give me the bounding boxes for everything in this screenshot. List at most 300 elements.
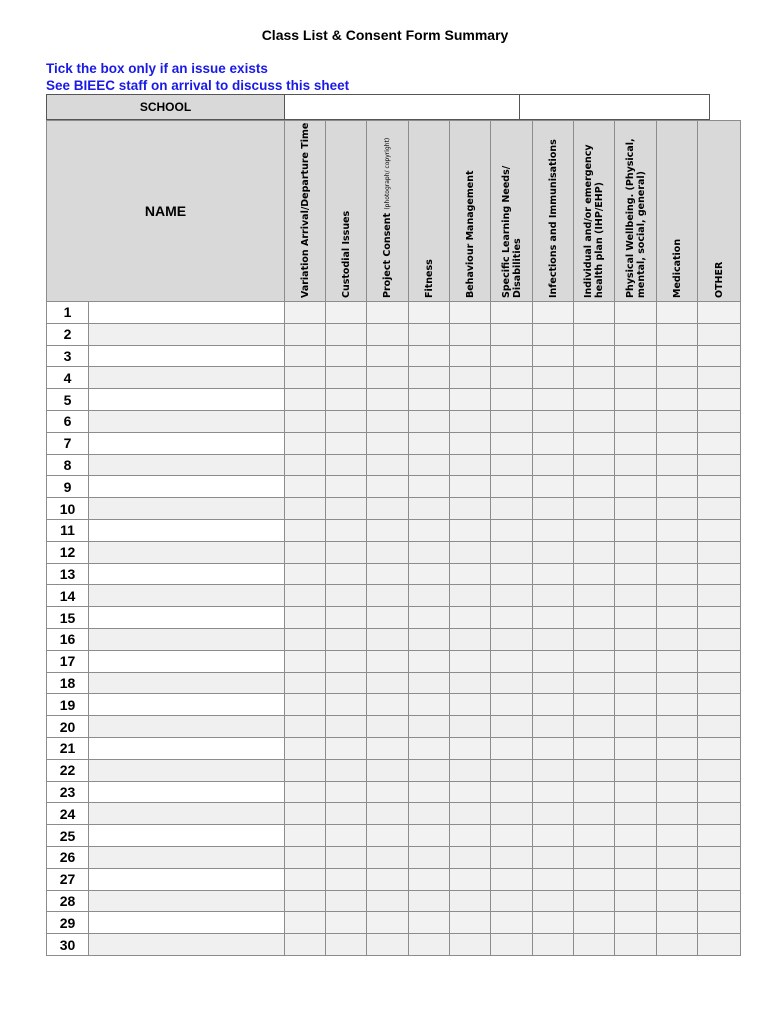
issue-checkbox-cell[interactable]	[450, 367, 491, 389]
issue-checkbox-cell[interactable]	[450, 759, 491, 781]
issue-checkbox-cell[interactable]	[533, 432, 574, 454]
issue-checkbox-cell[interactable]	[409, 367, 450, 389]
issue-checkbox-cell[interactable]	[615, 781, 657, 803]
issue-checkbox-cell[interactable]	[615, 934, 657, 956]
issue-checkbox-cell[interactable]	[409, 846, 450, 868]
issue-checkbox-cell[interactable]	[657, 825, 698, 847]
issue-checkbox-cell[interactable]	[574, 476, 615, 498]
issue-checkbox-cell[interactable]	[450, 410, 491, 432]
issue-checkbox-cell[interactable]	[285, 716, 326, 738]
issue-checkbox-cell[interactable]	[698, 803, 741, 825]
issue-checkbox-cell[interactable]	[615, 476, 657, 498]
student-name-field[interactable]	[89, 912, 285, 934]
student-name-field[interactable]	[89, 432, 285, 454]
issue-checkbox-cell[interactable]	[491, 410, 533, 432]
student-name-field[interactable]	[89, 519, 285, 541]
issue-checkbox-cell[interactable]	[491, 781, 533, 803]
issue-checkbox-cell[interactable]	[657, 541, 698, 563]
student-name-field[interactable]	[89, 410, 285, 432]
issue-checkbox-cell[interactable]	[698, 716, 741, 738]
issue-checkbox-cell[interactable]	[326, 498, 367, 520]
issue-checkbox-cell[interactable]	[285, 454, 326, 476]
issue-checkbox-cell[interactable]	[367, 585, 409, 607]
issue-checkbox-cell[interactable]	[698, 890, 741, 912]
issue-checkbox-cell[interactable]	[450, 432, 491, 454]
issue-checkbox-cell[interactable]	[285, 607, 326, 629]
issue-checkbox-cell[interactable]	[450, 519, 491, 541]
issue-checkbox-cell[interactable]	[615, 672, 657, 694]
issue-checkbox-cell[interactable]	[491, 803, 533, 825]
issue-checkbox-cell[interactable]	[326, 803, 367, 825]
student-name-field[interactable]	[89, 302, 285, 324]
issue-checkbox-cell[interactable]	[450, 890, 491, 912]
student-name-field[interactable]	[89, 694, 285, 716]
issue-checkbox-cell[interactable]	[698, 345, 741, 367]
issue-checkbox-cell[interactable]	[326, 781, 367, 803]
issue-checkbox-cell[interactable]	[450, 803, 491, 825]
issue-checkbox-cell[interactable]	[367, 803, 409, 825]
issue-checkbox-cell[interactable]	[491, 650, 533, 672]
student-name-field[interactable]	[89, 759, 285, 781]
issue-checkbox-cell[interactable]	[615, 498, 657, 520]
student-name-field[interactable]	[89, 345, 285, 367]
issue-checkbox-cell[interactable]	[533, 781, 574, 803]
issue-checkbox-cell[interactable]	[491, 716, 533, 738]
issue-checkbox-cell[interactable]	[409, 672, 450, 694]
issue-checkbox-cell[interactable]	[285, 846, 326, 868]
issue-checkbox-cell[interactable]	[491, 628, 533, 650]
issue-checkbox-cell[interactable]	[533, 323, 574, 345]
issue-checkbox-cell[interactable]	[574, 628, 615, 650]
issue-checkbox-cell[interactable]	[533, 846, 574, 868]
issue-checkbox-cell[interactable]	[409, 759, 450, 781]
issue-checkbox-cell[interactable]	[657, 650, 698, 672]
issue-checkbox-cell[interactable]	[533, 389, 574, 411]
issue-checkbox-cell[interactable]	[491, 302, 533, 324]
issue-checkbox-cell[interactable]	[657, 498, 698, 520]
issue-checkbox-cell[interactable]	[285, 302, 326, 324]
issue-checkbox-cell[interactable]	[450, 737, 491, 759]
issue-checkbox-cell[interactable]	[285, 825, 326, 847]
issue-checkbox-cell[interactable]	[574, 563, 615, 585]
issue-checkbox-cell[interactable]	[533, 345, 574, 367]
issue-checkbox-cell[interactable]	[657, 323, 698, 345]
issue-checkbox-cell[interactable]	[574, 694, 615, 716]
issue-checkbox-cell[interactable]	[574, 345, 615, 367]
issue-checkbox-cell[interactable]	[367, 367, 409, 389]
issue-checkbox-cell[interactable]	[409, 454, 450, 476]
issue-checkbox-cell[interactable]	[367, 716, 409, 738]
issue-checkbox-cell[interactable]	[533, 563, 574, 585]
issue-checkbox-cell[interactable]	[450, 650, 491, 672]
issue-checkbox-cell[interactable]	[657, 694, 698, 716]
issue-checkbox-cell[interactable]	[574, 868, 615, 890]
issue-checkbox-cell[interactable]	[698, 367, 741, 389]
issue-checkbox-cell[interactable]	[326, 367, 367, 389]
issue-checkbox-cell[interactable]	[533, 890, 574, 912]
issue-checkbox-cell[interactable]	[698, 650, 741, 672]
issue-checkbox-cell[interactable]	[698, 302, 741, 324]
issue-checkbox-cell[interactable]	[326, 846, 367, 868]
issue-checkbox-cell[interactable]	[533, 628, 574, 650]
issue-checkbox-cell[interactable]	[533, 934, 574, 956]
issue-checkbox-cell[interactable]	[326, 672, 367, 694]
issue-checkbox-cell[interactable]	[409, 868, 450, 890]
issue-checkbox-cell[interactable]	[450, 846, 491, 868]
issue-checkbox-cell[interactable]	[657, 302, 698, 324]
issue-checkbox-cell[interactable]	[698, 825, 741, 847]
issue-checkbox-cell[interactable]	[615, 759, 657, 781]
issue-checkbox-cell[interactable]	[574, 912, 615, 934]
issue-checkbox-cell[interactable]	[450, 345, 491, 367]
issue-checkbox-cell[interactable]	[698, 846, 741, 868]
issue-checkbox-cell[interactable]	[285, 389, 326, 411]
issue-checkbox-cell[interactable]	[367, 672, 409, 694]
issue-checkbox-cell[interactable]	[657, 737, 698, 759]
issue-checkbox-cell[interactable]	[574, 607, 615, 629]
issue-checkbox-cell[interactable]	[491, 476, 533, 498]
issue-checkbox-cell[interactable]	[450, 323, 491, 345]
issue-checkbox-cell[interactable]	[615, 302, 657, 324]
issue-checkbox-cell[interactable]	[574, 519, 615, 541]
issue-checkbox-cell[interactable]	[533, 650, 574, 672]
issue-checkbox-cell[interactable]	[615, 694, 657, 716]
issue-checkbox-cell[interactable]	[285, 432, 326, 454]
issue-checkbox-cell[interactable]	[574, 890, 615, 912]
issue-checkbox-cell[interactable]	[533, 803, 574, 825]
issue-checkbox-cell[interactable]	[367, 389, 409, 411]
issue-checkbox-cell[interactable]	[698, 563, 741, 585]
issue-checkbox-cell[interactable]	[574, 410, 615, 432]
issue-checkbox-cell[interactable]	[367, 563, 409, 585]
issue-checkbox-cell[interactable]	[657, 716, 698, 738]
issue-checkbox-cell[interactable]	[657, 563, 698, 585]
issue-checkbox-cell[interactable]	[698, 454, 741, 476]
issue-checkbox-cell[interactable]	[367, 890, 409, 912]
issue-checkbox-cell[interactable]	[574, 716, 615, 738]
issue-checkbox-cell[interactable]	[615, 890, 657, 912]
issue-checkbox-cell[interactable]	[615, 367, 657, 389]
issue-checkbox-cell[interactable]	[326, 759, 367, 781]
issue-checkbox-cell[interactable]	[326, 410, 367, 432]
issue-checkbox-cell[interactable]	[367, 541, 409, 563]
issue-checkbox-cell[interactable]	[698, 541, 741, 563]
issue-checkbox-cell[interactable]	[574, 759, 615, 781]
issue-checkbox-cell[interactable]	[326, 585, 367, 607]
issue-checkbox-cell[interactable]	[491, 454, 533, 476]
issue-checkbox-cell[interactable]	[409, 410, 450, 432]
issue-checkbox-cell[interactable]	[491, 323, 533, 345]
issue-checkbox-cell[interactable]	[326, 825, 367, 847]
issue-checkbox-cell[interactable]	[326, 694, 367, 716]
issue-checkbox-cell[interactable]	[450, 389, 491, 411]
issue-checkbox-cell[interactable]	[409, 607, 450, 629]
issue-checkbox-cell[interactable]	[533, 410, 574, 432]
issue-checkbox-cell[interactable]	[285, 694, 326, 716]
issue-checkbox-cell[interactable]	[285, 323, 326, 345]
issue-checkbox-cell[interactable]	[326, 934, 367, 956]
issue-checkbox-cell[interactable]	[657, 476, 698, 498]
issue-checkbox-cell[interactable]	[657, 454, 698, 476]
issue-checkbox-cell[interactable]	[657, 868, 698, 890]
issue-checkbox-cell[interactable]	[698, 607, 741, 629]
issue-checkbox-cell[interactable]	[615, 650, 657, 672]
issue-checkbox-cell[interactable]	[326, 454, 367, 476]
issue-checkbox-cell[interactable]	[615, 607, 657, 629]
issue-checkbox-cell[interactable]	[615, 868, 657, 890]
issue-checkbox-cell[interactable]	[533, 498, 574, 520]
issue-checkbox-cell[interactable]	[533, 716, 574, 738]
issue-checkbox-cell[interactable]	[285, 345, 326, 367]
issue-checkbox-cell[interactable]	[533, 541, 574, 563]
issue-checkbox-cell[interactable]	[574, 825, 615, 847]
issue-checkbox-cell[interactable]	[326, 519, 367, 541]
issue-checkbox-cell[interactable]	[285, 803, 326, 825]
issue-checkbox-cell[interactable]	[450, 694, 491, 716]
student-name-field[interactable]	[89, 934, 285, 956]
issue-checkbox-cell[interactable]	[367, 759, 409, 781]
issue-checkbox-cell[interactable]	[698, 759, 741, 781]
issue-checkbox-cell[interactable]	[409, 345, 450, 367]
issue-checkbox-cell[interactable]	[367, 519, 409, 541]
issue-checkbox-cell[interactable]	[698, 694, 741, 716]
issue-checkbox-cell[interactable]	[615, 912, 657, 934]
issue-checkbox-cell[interactable]	[326, 541, 367, 563]
issue-checkbox-cell[interactable]	[698, 628, 741, 650]
issue-checkbox-cell[interactable]	[698, 498, 741, 520]
issue-checkbox-cell[interactable]	[285, 781, 326, 803]
issue-checkbox-cell[interactable]	[698, 868, 741, 890]
issue-checkbox-cell[interactable]	[615, 803, 657, 825]
issue-checkbox-cell[interactable]	[450, 498, 491, 520]
issue-checkbox-cell[interactable]	[409, 737, 450, 759]
student-name-field[interactable]	[89, 781, 285, 803]
issue-checkbox-cell[interactable]	[574, 323, 615, 345]
issue-checkbox-cell[interactable]	[491, 934, 533, 956]
issue-checkbox-cell[interactable]	[574, 934, 615, 956]
issue-checkbox-cell[interactable]	[491, 607, 533, 629]
issue-checkbox-cell[interactable]	[698, 781, 741, 803]
issue-checkbox-cell[interactable]	[409, 934, 450, 956]
issue-checkbox-cell[interactable]	[326, 476, 367, 498]
issue-checkbox-cell[interactable]	[491, 367, 533, 389]
issue-checkbox-cell[interactable]	[450, 672, 491, 694]
issue-checkbox-cell[interactable]	[326, 607, 367, 629]
issue-checkbox-cell[interactable]	[367, 498, 409, 520]
issue-checkbox-cell[interactable]	[491, 737, 533, 759]
issue-checkbox-cell[interactable]	[615, 628, 657, 650]
student-name-field[interactable]	[89, 716, 285, 738]
student-name-field[interactable]	[89, 541, 285, 563]
issue-checkbox-cell[interactable]	[698, 432, 741, 454]
issue-checkbox-cell[interactable]	[533, 302, 574, 324]
issue-checkbox-cell[interactable]	[326, 432, 367, 454]
issue-checkbox-cell[interactable]	[574, 672, 615, 694]
issue-checkbox-cell[interactable]	[698, 323, 741, 345]
issue-checkbox-cell[interactable]	[450, 585, 491, 607]
student-name-field[interactable]	[89, 825, 285, 847]
issue-checkbox-cell[interactable]	[367, 694, 409, 716]
issue-checkbox-cell[interactable]	[409, 803, 450, 825]
issue-checkbox-cell[interactable]	[574, 498, 615, 520]
issue-checkbox-cell[interactable]	[367, 454, 409, 476]
issue-checkbox-cell[interactable]	[491, 759, 533, 781]
issue-checkbox-cell[interactable]	[285, 934, 326, 956]
issue-checkbox-cell[interactable]	[409, 912, 450, 934]
student-name-field[interactable]	[89, 628, 285, 650]
issue-checkbox-cell[interactable]	[657, 781, 698, 803]
student-name-field[interactable]	[89, 737, 285, 759]
issue-checkbox-cell[interactable]	[409, 628, 450, 650]
issue-checkbox-cell[interactable]	[491, 519, 533, 541]
issue-checkbox-cell[interactable]	[533, 607, 574, 629]
school-field[interactable]	[284, 94, 520, 120]
issue-checkbox-cell[interactable]	[657, 934, 698, 956]
student-name-field[interactable]	[89, 498, 285, 520]
student-name-field[interactable]	[89, 585, 285, 607]
issue-checkbox-cell[interactable]	[450, 302, 491, 324]
issue-checkbox-cell[interactable]	[491, 672, 533, 694]
issue-checkbox-cell[interactable]	[574, 367, 615, 389]
issue-checkbox-cell[interactable]	[698, 410, 741, 432]
issue-checkbox-cell[interactable]	[285, 737, 326, 759]
issue-checkbox-cell[interactable]	[491, 694, 533, 716]
issue-checkbox-cell[interactable]	[326, 563, 367, 585]
issue-checkbox-cell[interactable]	[533, 476, 574, 498]
issue-checkbox-cell[interactable]	[367, 476, 409, 498]
issue-checkbox-cell[interactable]	[615, 410, 657, 432]
issue-checkbox-cell[interactable]	[326, 716, 367, 738]
issue-checkbox-cell[interactable]	[533, 672, 574, 694]
issue-checkbox-cell[interactable]	[698, 737, 741, 759]
issue-checkbox-cell[interactable]	[450, 781, 491, 803]
issue-checkbox-cell[interactable]	[657, 389, 698, 411]
issue-checkbox-cell[interactable]	[491, 585, 533, 607]
issue-checkbox-cell[interactable]	[367, 912, 409, 934]
issue-checkbox-cell[interactable]	[326, 628, 367, 650]
student-name-field[interactable]	[89, 607, 285, 629]
student-name-field[interactable]	[89, 868, 285, 890]
issue-checkbox-cell[interactable]	[409, 694, 450, 716]
issue-checkbox-cell[interactable]	[615, 432, 657, 454]
issue-checkbox-cell[interactable]	[491, 541, 533, 563]
issue-checkbox-cell[interactable]	[367, 410, 409, 432]
issue-checkbox-cell[interactable]	[533, 454, 574, 476]
issue-checkbox-cell[interactable]	[533, 825, 574, 847]
issue-checkbox-cell[interactable]	[698, 912, 741, 934]
issue-checkbox-cell[interactable]	[409, 563, 450, 585]
issue-checkbox-cell[interactable]	[285, 563, 326, 585]
issue-checkbox-cell[interactable]	[326, 912, 367, 934]
issue-checkbox-cell[interactable]	[657, 432, 698, 454]
issue-checkbox-cell[interactable]	[285, 410, 326, 432]
issue-checkbox-cell[interactable]	[326, 323, 367, 345]
issue-checkbox-cell[interactable]	[409, 541, 450, 563]
issue-checkbox-cell[interactable]	[285, 541, 326, 563]
issue-checkbox-cell[interactable]	[574, 432, 615, 454]
issue-checkbox-cell[interactable]	[491, 912, 533, 934]
issue-checkbox-cell[interactable]	[657, 672, 698, 694]
issue-checkbox-cell[interactable]	[326, 389, 367, 411]
issue-checkbox-cell[interactable]	[450, 563, 491, 585]
issue-checkbox-cell[interactable]	[285, 912, 326, 934]
issue-checkbox-cell[interactable]	[574, 737, 615, 759]
issue-checkbox-cell[interactable]	[533, 868, 574, 890]
issue-checkbox-cell[interactable]	[367, 302, 409, 324]
issue-checkbox-cell[interactable]	[450, 541, 491, 563]
issue-checkbox-cell[interactable]	[491, 563, 533, 585]
student-name-field[interactable]	[89, 803, 285, 825]
issue-checkbox-cell[interactable]	[367, 825, 409, 847]
issue-checkbox-cell[interactable]	[326, 868, 367, 890]
issue-checkbox-cell[interactable]	[450, 934, 491, 956]
student-name-field[interactable]	[89, 323, 285, 345]
issue-checkbox-cell[interactable]	[491, 498, 533, 520]
issue-checkbox-cell[interactable]	[367, 345, 409, 367]
issue-checkbox-cell[interactable]	[657, 890, 698, 912]
issue-checkbox-cell[interactable]	[285, 519, 326, 541]
issue-checkbox-cell[interactable]	[533, 694, 574, 716]
issue-checkbox-cell[interactable]	[533, 912, 574, 934]
issue-checkbox-cell[interactable]	[615, 454, 657, 476]
issue-checkbox-cell[interactable]	[533, 737, 574, 759]
issue-checkbox-cell[interactable]	[574, 650, 615, 672]
issue-checkbox-cell[interactable]	[409, 890, 450, 912]
issue-checkbox-cell[interactable]	[326, 650, 367, 672]
student-name-field[interactable]	[89, 454, 285, 476]
issue-checkbox-cell[interactable]	[491, 825, 533, 847]
issue-checkbox-cell[interactable]	[326, 890, 367, 912]
issue-checkbox-cell[interactable]	[574, 454, 615, 476]
issue-checkbox-cell[interactable]	[326, 345, 367, 367]
school-field-extra[interactable]	[519, 94, 710, 120]
issue-checkbox-cell[interactable]	[367, 846, 409, 868]
issue-checkbox-cell[interactable]	[574, 803, 615, 825]
issue-checkbox-cell[interactable]	[615, 323, 657, 345]
issue-checkbox-cell[interactable]	[491, 389, 533, 411]
issue-checkbox-cell[interactable]	[285, 367, 326, 389]
issue-checkbox-cell[interactable]	[574, 781, 615, 803]
issue-checkbox-cell[interactable]	[574, 302, 615, 324]
issue-checkbox-cell[interactable]	[657, 345, 698, 367]
issue-checkbox-cell[interactable]	[698, 519, 741, 541]
issue-checkbox-cell[interactable]	[285, 650, 326, 672]
student-name-field[interactable]	[89, 476, 285, 498]
issue-checkbox-cell[interactable]	[698, 672, 741, 694]
issue-checkbox-cell[interactable]	[698, 585, 741, 607]
student-name-field[interactable]	[89, 367, 285, 389]
issue-checkbox-cell[interactable]	[533, 759, 574, 781]
issue-checkbox-cell[interactable]	[450, 607, 491, 629]
issue-checkbox-cell[interactable]	[285, 585, 326, 607]
issue-checkbox-cell[interactable]	[450, 716, 491, 738]
issue-checkbox-cell[interactable]	[657, 846, 698, 868]
issue-checkbox-cell[interactable]	[285, 672, 326, 694]
issue-checkbox-cell[interactable]	[409, 585, 450, 607]
issue-checkbox-cell[interactable]	[533, 519, 574, 541]
issue-checkbox-cell[interactable]	[657, 585, 698, 607]
issue-checkbox-cell[interactable]	[491, 432, 533, 454]
issue-checkbox-cell[interactable]	[491, 868, 533, 890]
issue-checkbox-cell[interactable]	[657, 519, 698, 541]
issue-checkbox-cell[interactable]	[409, 825, 450, 847]
issue-checkbox-cell[interactable]	[409, 389, 450, 411]
issue-checkbox-cell[interactable]	[615, 737, 657, 759]
issue-checkbox-cell[interactable]	[615, 825, 657, 847]
issue-checkbox-cell[interactable]	[450, 454, 491, 476]
issue-checkbox-cell[interactable]	[574, 846, 615, 868]
issue-checkbox-cell[interactable]	[409, 432, 450, 454]
